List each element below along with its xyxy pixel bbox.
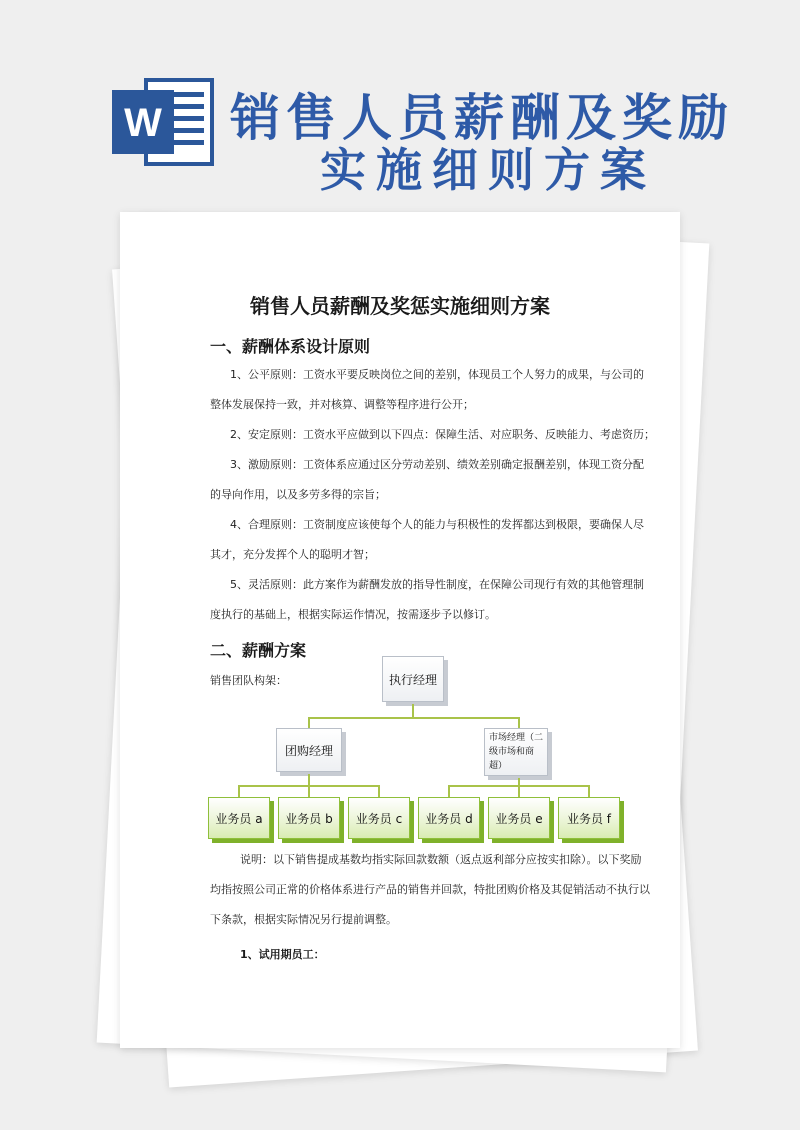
note-line2: 均指按照公司正常的价格体系进行产品的销售并回款，特批团购价格及其促销活动不执行以 bbox=[210, 883, 650, 896]
connector-mid-horizontal bbox=[308, 717, 520, 719]
team-structure-label: 销售团队构架： bbox=[210, 674, 287, 687]
connector-drop-c bbox=[378, 785, 380, 797]
connector-drop-e bbox=[518, 785, 520, 797]
document-page bbox=[120, 212, 680, 1048]
org-box-staff-a: 业务员 a bbox=[208, 797, 270, 839]
org-box-staff-e: 业务员 e bbox=[488, 797, 550, 839]
para4-line2: 其才，充分发挥个人的聪明才智； bbox=[210, 548, 375, 561]
note-line3: 下条款，根据实际情况另行提前调整。 bbox=[210, 913, 397, 926]
para1-line1: 1、公平原则：工资水平要反映岗位之间的差别，体现员工个人努力的成果，与公司的 bbox=[230, 368, 644, 381]
connector-drop-b bbox=[308, 785, 310, 797]
header-title-line1: 销售人员薪酬及奖励 bbox=[230, 89, 734, 147]
subsection-probation-heading: 1、试用期员工： bbox=[240, 948, 325, 961]
connector-drop-f bbox=[588, 785, 590, 797]
para3-line2: 的导向作用，以及多劳多得的宗旨； bbox=[210, 488, 386, 501]
connector-drop-a bbox=[238, 785, 240, 797]
section1-body bbox=[210, 360, 710, 630]
para2-line1: 2、安定原则：工资水平应做到以下四点：保障生活、对应职务、反映能力、考虑资历； bbox=[230, 428, 655, 441]
connector-drop-d bbox=[448, 785, 450, 797]
note-line1: 说明：以下销售提成基数均指实际回款数额（返点返利部分应按实扣除）。以下奖励 bbox=[240, 853, 642, 866]
para5-line1: 5、灵活原则：此方案作为薪酬发放的指导性制度，在保障公司现行有效的其他管理制 bbox=[230, 578, 644, 591]
document-title: 销售人员薪酬及奖惩实施细则方案 bbox=[250, 294, 550, 318]
org-box-staff-b: 业务员 b bbox=[278, 797, 340, 839]
org-box-staff-f: 业务员 f bbox=[558, 797, 620, 839]
org-box-staff-d: 业务员 d bbox=[418, 797, 480, 839]
para1-line2: 整体发展保持一致，并对核算、调整等程序进行公开； bbox=[210, 398, 474, 411]
header-title bbox=[0, 70, 800, 197]
header-title-line2: 实施细则方案 bbox=[320, 143, 656, 197]
org-box-market-manager: 市场经理（二级市场和商超） bbox=[484, 728, 548, 776]
section2-heading: 二、薪酬方案 bbox=[210, 641, 307, 660]
org-box-group-purchase-manager: 团购经理 bbox=[276, 728, 342, 772]
para3-line1: 3、激励原则：工资体系应通过区分劳动差别、绩效差别确定报酬差别，体现工资分配 bbox=[230, 458, 644, 471]
note-paragraph bbox=[210, 845, 710, 935]
org-box-executive-manager: 执行经理 bbox=[382, 656, 444, 702]
section1-heading: 一、薪酬体系设计原则 bbox=[210, 337, 371, 356]
org-box-staff-c: 业务员 c bbox=[348, 797, 410, 839]
para4-line1: 4、合理原则：工资制度应该使每个人的能力与积极性的发挥都达到极限，要确保人尽 bbox=[230, 518, 644, 531]
word-logo-letter: W bbox=[124, 101, 162, 145]
para5-line2: 度执行的基础上，根据实际运作情况，按需逐步予以修订。 bbox=[210, 608, 496, 621]
connector-top-down bbox=[412, 704, 414, 718]
